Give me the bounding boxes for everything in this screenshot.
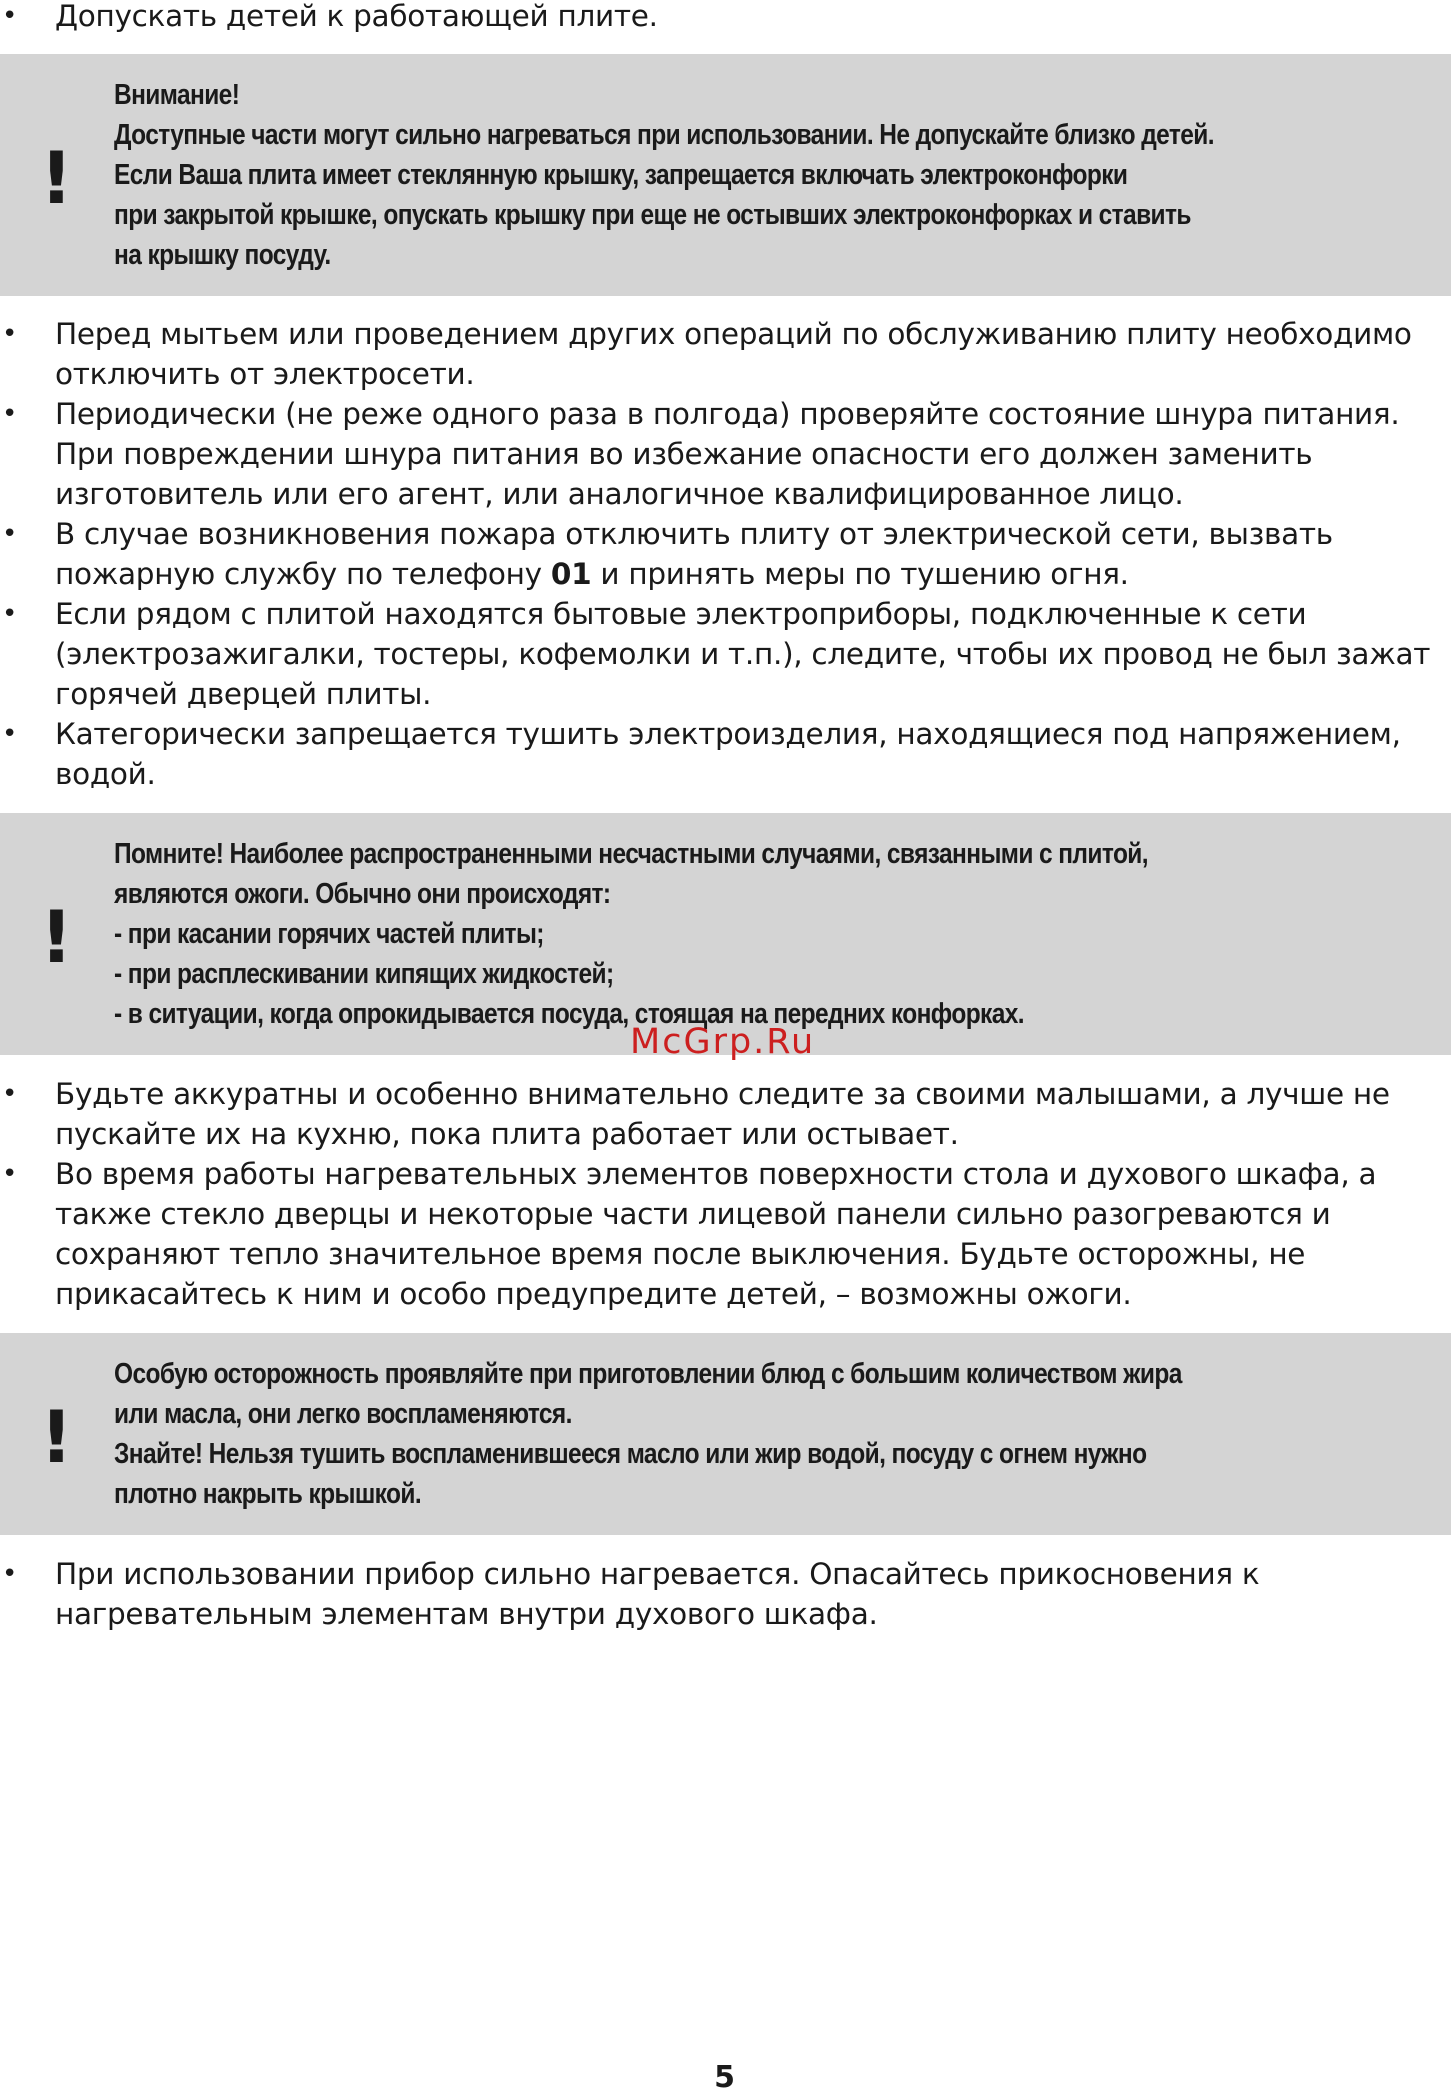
watermark: McGrp.Ru <box>630 1022 816 1062</box>
warning-box-fire <box>0 1333 1451 1535</box>
list-item <box>0 594 1451 714</box>
phone-number: 01 <box>550 557 592 591</box>
warning-box-remember <box>0 813 1451 1055</box>
warning-line: Особую осторожность проявляйте при приготовлении блюд с большим количеством жира <box>114 1358 1182 1390</box>
bullet-list-heat <box>0 1554 1451 1634</box>
list-item-text-end: и принять меры по тушению огня. <box>591 557 1129 591</box>
warning-box-attention <box>0 54 1451 296</box>
list-item <box>0 1154 1451 1314</box>
warning-text <box>114 834 1249 1034</box>
warning-text <box>114 75 1249 275</box>
list-item-text: При использовании прибор сильно нагревается. Опасайтесь прикосновения к нагревательным элементам внутри духового шкафа. <box>55 1557 1260 1631</box>
bullet-dot: • <box>2 599 18 629</box>
bullet-dot: • <box>2 1559 18 1589</box>
exclamation-icon: ! <box>40 895 73 979</box>
bullet-dot: • <box>2 319 18 349</box>
bullet-list-top <box>0 0 1451 36</box>
exclamation-icon: ! <box>40 1395 73 1479</box>
warning-line: - в ситуации, когда опрокидывается посуда, стоящая на передних конфорках. <box>114 998 1025 1030</box>
warning-text <box>114 1354 1249 1514</box>
list-item-text: Во время работы нагревательных элементов поверхности стола и духового шкафа, а также стекло дверцы и некоторые части лицевой панели сильно разогреваются и сохраняют тепло значительное время после выключения. Будьте осторожны, не прикасайтесь к ним и особо предупредите детей, – возможны ожоги. <box>55 1157 1377 1311</box>
exclamation-icon: ! <box>40 136 73 220</box>
warning-line: Внимание! <box>114 79 240 111</box>
warning-line: плотно накрыть крышкой. <box>114 1478 422 1510</box>
bullet-dot: • <box>2 1079 18 1109</box>
list-item <box>0 314 1451 394</box>
list-item <box>0 1074 1451 1154</box>
page-number-text: 5 <box>714 2060 735 2095</box>
list-item <box>0 514 1451 594</box>
warning-line: - при касании горячих частей плиты; <box>114 918 544 950</box>
warning-line: Помните! Наиболее распространенными несчастными случаями, связанными с плитой, <box>114 838 1148 870</box>
warning-line: при закрытой крышке, опускать крышку при еще не остывших электроконфорках и ставить <box>114 199 1191 231</box>
list-item-text: Перед мытьем или проведением других операций по обслуживанию плиту необходимо отключить от электросети. <box>55 317 1412 391</box>
warning-line: Знайте! Нельзя тушить воспламенившееся масло или жир водой, посуду с огнем нужно <box>114 1438 1147 1470</box>
warning-line: на крышку посуду. <box>114 239 331 271</box>
list-item <box>0 1554 1451 1634</box>
bullet-list-safety <box>0 314 1451 794</box>
bullet-dot: • <box>2 519 18 549</box>
warning-line: Доступные части могут сильно нагреваться при использовании. Не допускайте близко детей. <box>114 119 1214 151</box>
list-item <box>0 394 1451 514</box>
list-item-text: Периодически (не реже одного раза в полгода) проверяйте состояние шнура питания. При повреждении шнура питания во избежание опасности его должен заменить изготовитель или его агент, или аналогичное квалифицированное лицо. <box>55 397 1400 511</box>
list-item-text: Если рядом с плитой находятся бытовые электроприборы, подключенные к сети (электрозажигалки, тостеры, кофемолки и т.п.), следите, чтобы их провод не был зажат горячей дверцей плиты. <box>55 597 1431 711</box>
warning-line: Если Ваша плита имеет стеклянную крышку, запрещается включать электроконфорки <box>114 159 1128 191</box>
list-item <box>0 714 1451 794</box>
list-item <box>0 0 1451 36</box>
bullet-dot: • <box>2 399 18 429</box>
list-item-text: Допускать детей к работающей плите. <box>55 0 658 33</box>
page-number <box>0 2060 1451 2095</box>
bullet-dot: • <box>2 1159 18 1189</box>
warning-line: - при расплескивании кипящих жидкостей; <box>114 958 614 990</box>
bullet-dot: • <box>2 1 18 31</box>
list-item-text-start: В случае возникновения пожара отключить плиту от электрической сети, вызвать пожарную службу по телефону <box>55 517 1333 591</box>
bullet-dot: • <box>2 719 18 749</box>
bullet-list-children <box>0 1074 1451 1314</box>
warning-line: или масла, они легко воспламеняются. <box>114 1398 572 1430</box>
list-item-text: Будьте аккуратны и особенно внимательно следите за своими малышами, а лучше не пускайте их на кухню, пока плита работает или остывает. <box>55 1077 1390 1151</box>
list-item-text: Категорически запрещается тушить электроизделия, находящиеся под напряжением, водой. <box>55 717 1401 791</box>
warning-line: являются ожоги. Обычно они происходят: <box>114 878 611 910</box>
